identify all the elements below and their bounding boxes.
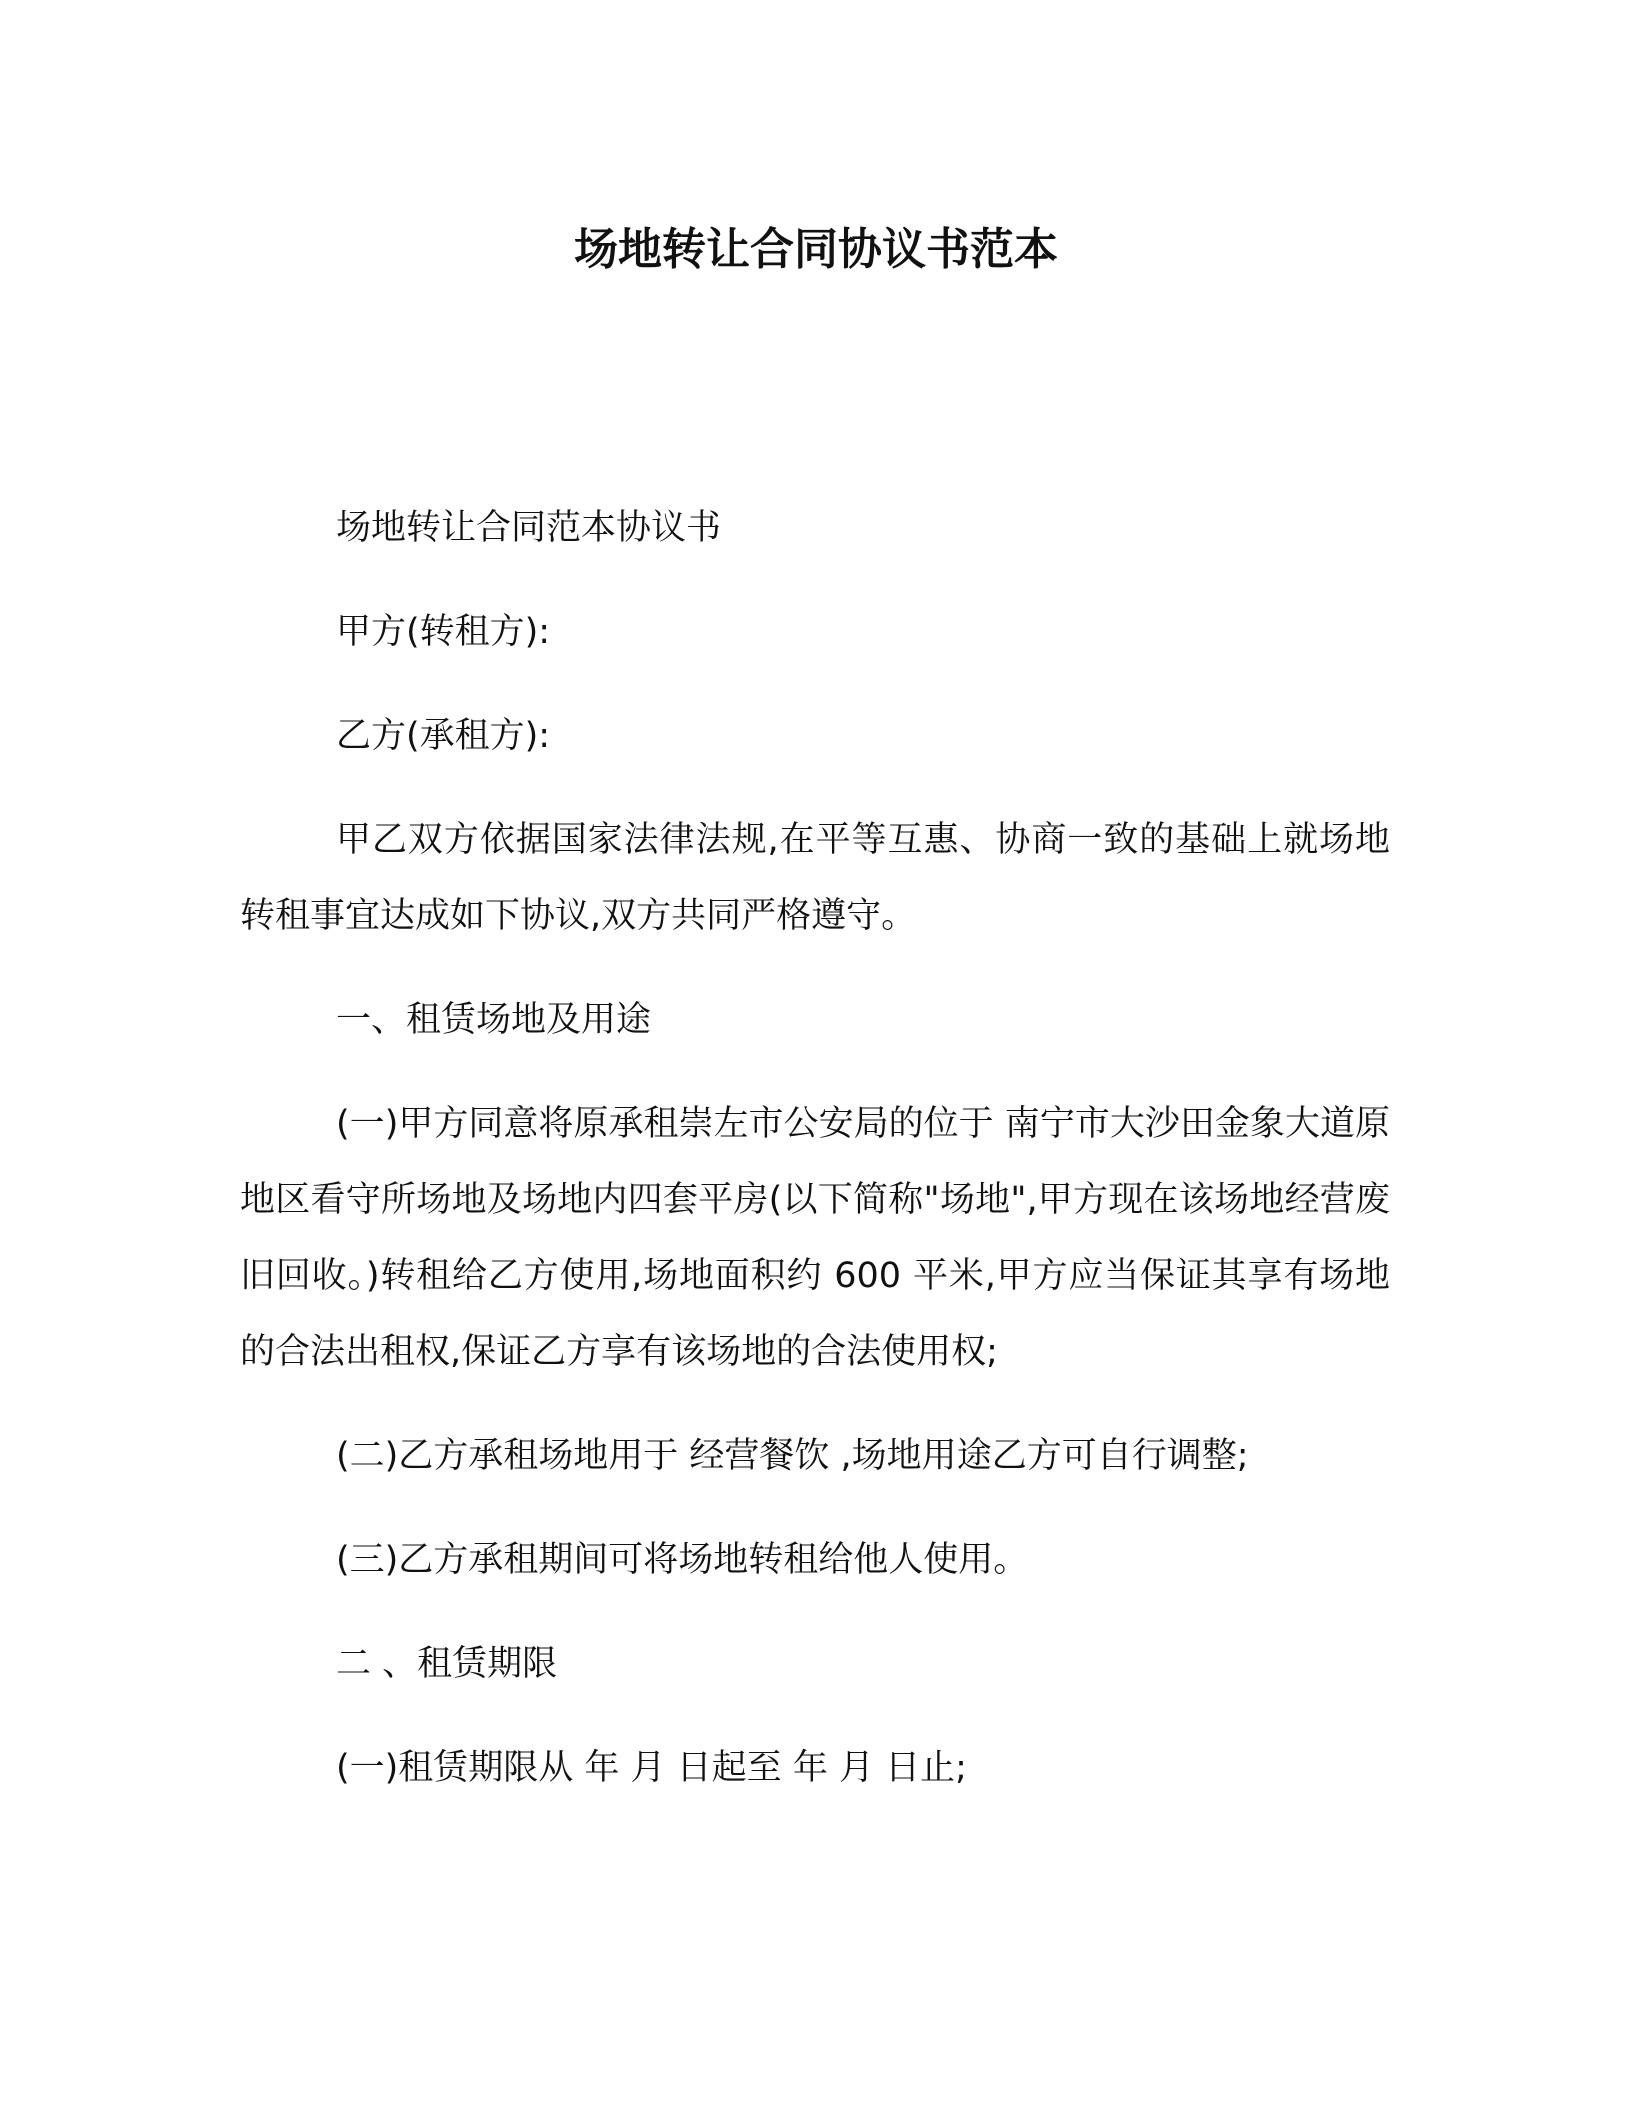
- subtitle-paragraph: 场地转让合同范本协议书: [336, 508, 722, 548]
- party-a-line: 甲方(转租方):: [336, 612, 551, 652]
- clause-2-1: (一)租赁期限从 年 月 日起至 年 月 日止;: [336, 1748, 967, 1788]
- document-title: 场地转让合同协议书范本: [574, 224, 1058, 275]
- party-b-line: 乙方(承租方):: [336, 716, 551, 756]
- preamble-paragraph: 甲乙双方依据国家法律法规,在平等互惠、协商一致的基础上就场地转租事宜达成如下协议,双方共同严格遵守。: [240, 820, 1390, 936]
- section-heading-2: 二 、租赁期限: [336, 1644, 558, 1684]
- section-heading-1: 一、租赁场地及用途: [336, 1000, 652, 1040]
- clause-1-1: (一)甲方同意将原承租崇左市公安局的位于 南宁市大沙田金象大道原地区看守所场地及场地内四套平房(以下简称"场地",甲方现在该场地经营废旧回收。)转租给乙方使用,场地面积约 600 平米,甲方应当保证其享有场地的合法出租权,保证乙方享有该场地的合法使用权;: [240, 1104, 1390, 1372]
- document-body: [240, 490, 1390, 1834]
- clause-1-3: (三)乙方承租期间可将场地转租给他人使用。: [336, 1540, 1029, 1580]
- clause-1-2: (二)乙方承租场地用于 经营餐饮 ,场地用途乙方可自行调整;: [336, 1436, 1249, 1476]
